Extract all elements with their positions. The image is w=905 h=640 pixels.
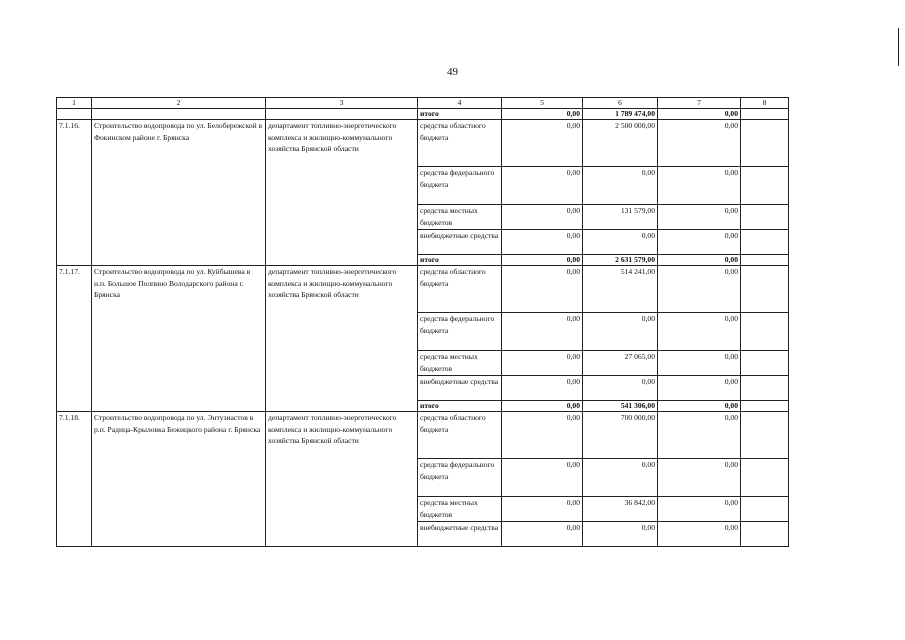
value-col5: 0,00 bbox=[502, 376, 583, 401]
value-col7: 0,00 bbox=[658, 230, 741, 255]
column-header: 2 bbox=[92, 98, 266, 109]
table-row bbox=[57, 412, 789, 459]
value-col5: 0,00 bbox=[502, 120, 583, 167]
funding-source: внебюджетные средства bbox=[418, 230, 502, 255]
budget-table bbox=[56, 97, 789, 547]
total-value-col5: 0,00 bbox=[502, 255, 583, 266]
total-value-col5: 0,00 bbox=[502, 401, 583, 412]
value-col6: 2 500 000,00 bbox=[583, 120, 658, 167]
item-code: 7.1.17. bbox=[57, 266, 92, 412]
column-header: 3 bbox=[266, 98, 418, 109]
empty-cell bbox=[741, 459, 789, 497]
value-col7: 0,00 bbox=[658, 497, 741, 522]
value-col7: 0,00 bbox=[658, 266, 741, 313]
item-name: Строительство водопровода по ул. Белобережской в Фокинском районе г. Брянска bbox=[92, 120, 266, 266]
empty-cell bbox=[741, 376, 789, 401]
total-label: итого bbox=[418, 255, 502, 266]
table-row bbox=[57, 266, 789, 313]
total-value-col6: 2 631 579,00 bbox=[583, 255, 658, 266]
total-label: итого bbox=[418, 109, 502, 120]
value-col5: 0,00 bbox=[502, 459, 583, 497]
empty-cell bbox=[92, 109, 266, 120]
total-value-col6: 1 789 474,00 bbox=[583, 109, 658, 120]
value-col5: 0,00 bbox=[502, 351, 583, 376]
value-col6: 27 065,00 bbox=[583, 351, 658, 376]
column-header: 1 bbox=[57, 98, 92, 109]
total-value-col7: 0,00 bbox=[658, 109, 741, 120]
funding-source: внебюджетные средства bbox=[418, 376, 502, 401]
total-label: итого bbox=[418, 401, 502, 412]
column-header: 5 bbox=[502, 98, 583, 109]
value-col7: 0,00 bbox=[658, 205, 741, 230]
funding-source: средства местных бюджетов bbox=[418, 205, 502, 230]
value-col6: 36 842,00 bbox=[583, 497, 658, 522]
value-col5: 0,00 bbox=[502, 313, 583, 351]
funding-source: средства местных бюджетов bbox=[418, 351, 502, 376]
value-col5: 0,00 bbox=[502, 167, 583, 205]
total-value-col6: 541 306,00 bbox=[583, 401, 658, 412]
value-col6: 514 241,00 bbox=[583, 266, 658, 313]
value-col5: 0,00 bbox=[502, 522, 583, 547]
value-col7: 0,00 bbox=[658, 313, 741, 351]
item-name: Строительство водопровода по ул. Энтузиастов в р.п. Радица-Крыловка Бежицкого района г. Брянска bbox=[92, 412, 266, 547]
margin-line bbox=[898, 28, 899, 66]
funding-source: средства областного бюджета bbox=[418, 412, 502, 459]
total-value-col5: 0,00 bbox=[502, 109, 583, 120]
value-col6: 0,00 bbox=[583, 376, 658, 401]
value-col6: 0,00 bbox=[583, 230, 658, 255]
empty-cell bbox=[741, 120, 789, 167]
empty-cell bbox=[741, 497, 789, 522]
empty-cell bbox=[741, 205, 789, 230]
empty-cell bbox=[741, 255, 789, 266]
item-code: 7.1.18. bbox=[57, 412, 92, 547]
total-value-col7: 0,00 bbox=[658, 401, 741, 412]
funding-source: средства областного бюджета bbox=[418, 120, 502, 167]
funding-source: средства местных бюджетов bbox=[418, 497, 502, 522]
value-col6: 0,00 bbox=[583, 459, 658, 497]
empty-cell bbox=[741, 522, 789, 547]
item-code: 7.1.16. bbox=[57, 120, 92, 266]
table-row bbox=[57, 120, 789, 167]
empty-cell bbox=[741, 351, 789, 376]
funding-source: внебюджетные средства bbox=[418, 522, 502, 547]
column-number-row bbox=[57, 98, 789, 109]
value-col5: 0,00 bbox=[502, 412, 583, 459]
value-col7: 0,00 bbox=[658, 376, 741, 401]
empty-cell bbox=[741, 401, 789, 412]
value-col6: 0,00 bbox=[583, 167, 658, 205]
column-header: 8 bbox=[741, 98, 789, 109]
value-col6: 131 579,00 bbox=[583, 205, 658, 230]
item-executor: департамент топливно-энергетического комплекса и жилищно-коммунального хозяйства Брянской области bbox=[266, 266, 418, 412]
funding-source: средства федерального бюджета bbox=[418, 459, 502, 497]
value-col6: 0,00 bbox=[583, 522, 658, 547]
column-header: 6 bbox=[583, 98, 658, 109]
empty-cell bbox=[57, 109, 92, 120]
total-value-col7: 0,00 bbox=[658, 255, 741, 266]
funding-source: средства федерального бюджета bbox=[418, 167, 502, 205]
column-header: 4 bbox=[418, 98, 502, 109]
value-col7: 0,00 bbox=[658, 120, 741, 167]
item-executor: департамент топливно-энергетического комплекса и жилищно-коммунального хозяйства Брянской области bbox=[266, 412, 418, 547]
empty-cell bbox=[741, 412, 789, 459]
column-header: 7 bbox=[658, 98, 741, 109]
funding-source: средства областного бюджета bbox=[418, 266, 502, 313]
carried-total-row bbox=[57, 109, 789, 120]
value-col7: 0,00 bbox=[658, 412, 741, 459]
funding-source: средства федерального бюджета bbox=[418, 313, 502, 351]
empty-cell bbox=[741, 109, 789, 120]
value-col6: 700 000,00 bbox=[583, 412, 658, 459]
value-col7: 0,00 bbox=[658, 459, 741, 497]
empty-cell bbox=[741, 230, 789, 255]
empty-cell bbox=[741, 266, 789, 313]
value-col5: 0,00 bbox=[502, 230, 583, 255]
page-number: 49 bbox=[447, 66, 458, 78]
empty-cell bbox=[741, 167, 789, 205]
value-col5: 0,00 bbox=[502, 497, 583, 522]
value-col5: 0,00 bbox=[502, 266, 583, 313]
value-col6: 0,00 bbox=[583, 313, 658, 351]
empty-cell bbox=[266, 109, 418, 120]
empty-cell bbox=[741, 313, 789, 351]
value-col5: 0,00 bbox=[502, 205, 583, 230]
value-col7: 0,00 bbox=[658, 167, 741, 205]
value-col7: 0,00 bbox=[658, 351, 741, 376]
item-name: Строительство водопровода по ул. Куйбышева в н.п. Большое Полпино Володарского района г. Брянска bbox=[92, 266, 266, 412]
item-executor: департамент топливно-энергетического комплекса и жилищно-коммунального хозяйства Брянской области bbox=[266, 120, 418, 266]
value-col7: 0,00 bbox=[658, 522, 741, 547]
